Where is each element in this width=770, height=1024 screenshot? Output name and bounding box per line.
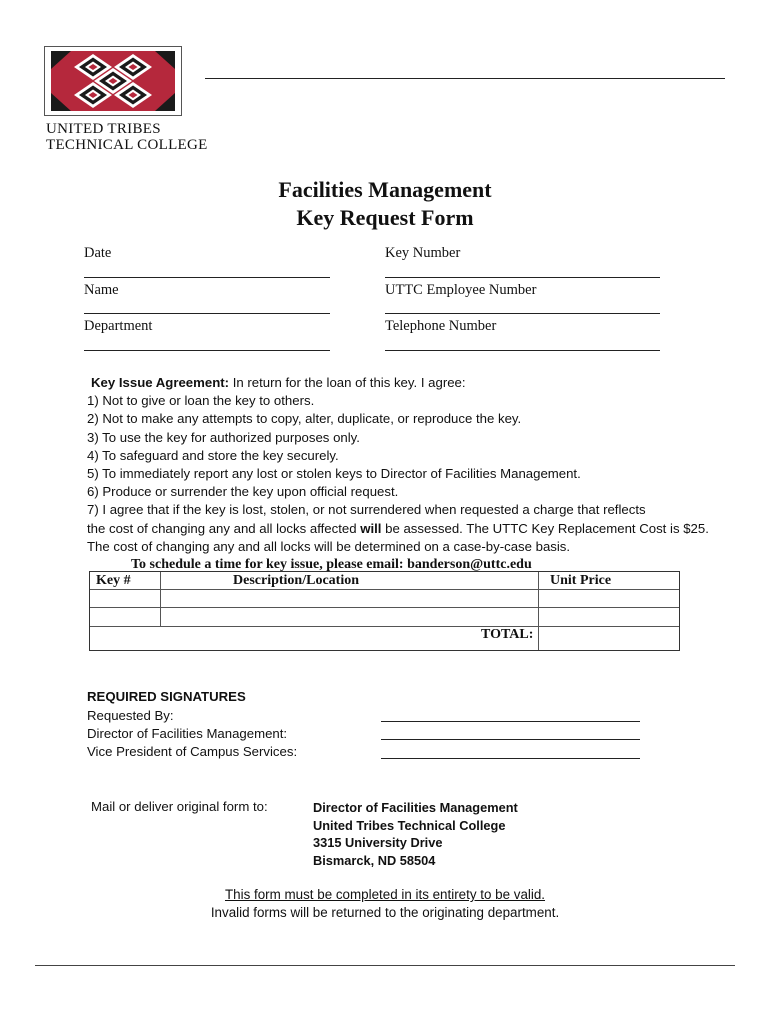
total-cell[interactable] (539, 627, 678, 650)
header-rule (205, 78, 725, 79)
key-number-cell[interactable] (91, 590, 159, 607)
agreement-intro: In return for the loan of this key. I agree: (229, 375, 466, 390)
key-number-field[interactable] (385, 277, 660, 278)
agreement-cost-bold: will (360, 520, 382, 536)
agreement-item: 6) Produce or surrender the key upon official request. (87, 484, 399, 500)
unit-price-header: Unit Price (550, 573, 612, 588)
college-name-line2: TECHNICAL COLLEGE (46, 137, 208, 153)
name-label: Name (84, 282, 119, 298)
agreement-heading: Key Issue Agreement: (91, 375, 230, 390)
employee-number-field[interactable] (385, 313, 660, 314)
agreement-item: 4) To safeguard and store the key securely. (87, 447, 339, 463)
description-header: Description/Location (233, 573, 359, 588)
agreement-item: 2) Not to make any attempts to copy, alter, duplicate, or reproduce the key. (87, 411, 522, 427)
schedule-note: To schedule a time for key issue, please email: banderson@uttc.edu (131, 557, 532, 572)
description-cell[interactable] (161, 590, 537, 607)
vice-president-label: Vice President of Campus Services: (87, 744, 298, 759)
form-title-line1: Facilities Management (278, 177, 492, 202)
key-number-label: Key Number (385, 245, 461, 261)
mail-label: Mail or deliver original form to: (91, 799, 268, 814)
vice-president-signature-field[interactable] (381, 758, 640, 759)
description-cell[interactable] (161, 608, 537, 626)
key-table (89, 571, 680, 651)
agreement-heading-line (87, 374, 727, 392)
director-signature-field[interactable] (381, 739, 640, 740)
key-number-header: Key # (96, 573, 131, 588)
address-line: Director of Facilities Management (313, 800, 518, 815)
total-label: TOTAL: (481, 627, 534, 642)
telephone-field[interactable] (385, 350, 660, 351)
department-label: Department (84, 318, 153, 334)
unit-price-cell[interactable] (539, 590, 678, 607)
agreement-item: 5) To immediately report any lost or stolen keys to Director of Facilities Management. (87, 466, 581, 482)
college-name (46, 121, 208, 153)
form-title-line2: Key Request Form (296, 205, 474, 230)
date-label: Date (84, 245, 112, 261)
key-number-cell[interactable] (91, 608, 159, 626)
employee-number-label: UTTC Employee Number (385, 282, 537, 298)
department-field[interactable] (84, 350, 330, 351)
footer-line1: This form must be completed in its entirety to be valid. (224, 887, 546, 902)
agreement-last-line: The cost of changing any and all locks will be determined on a case-by-case basis. (87, 538, 571, 554)
date-field[interactable] (84, 277, 330, 278)
unit-price-cell[interactable] (539, 608, 678, 626)
college-name-line1: UNITED TRIBES (46, 121, 161, 137)
footer-note (0, 886, 770, 922)
agreement-item: 3) To use the key for authorized purposes only. (87, 429, 360, 445)
college-logo (44, 46, 182, 116)
requested-by-label: Requested By: (87, 708, 174, 723)
requested-by-signature-field[interactable] (381, 721, 640, 722)
diamond-pattern-icon (45, 47, 181, 115)
telephone-label: Telephone Number (385, 318, 497, 334)
address-line: Bismarck, ND 58504 (313, 852, 436, 868)
agreement-item: 1) Not to give or loan the key to others. (87, 393, 315, 409)
key-issue-agreement (87, 374, 727, 556)
signatures-title: REQUIRED SIGNATURES (87, 689, 246, 704)
footer-line2: Invalid forms will be returned to the originating department. (210, 905, 560, 920)
form-title (0, 176, 770, 232)
mail-address (313, 799, 518, 869)
bottom-rule (35, 965, 735, 966)
agreement-cost-pre: the cost of changing any and all locks affected (87, 520, 361, 536)
agreement-cost-line (87, 520, 727, 538)
agreement-item: 7) I agree that if the key is lost, stolen, or not surrendered when requested a charge that reflects (87, 502, 646, 518)
address-line: 3315 University Drive (313, 835, 443, 850)
agreement-cost-post: be assessed. The UTTC Key Replacement Cost is $25. (381, 520, 709, 536)
name-field[interactable] (84, 313, 330, 314)
director-label: Director of Facilities Management: (87, 726, 288, 741)
address-line: United Tribes Technical College (313, 817, 506, 833)
